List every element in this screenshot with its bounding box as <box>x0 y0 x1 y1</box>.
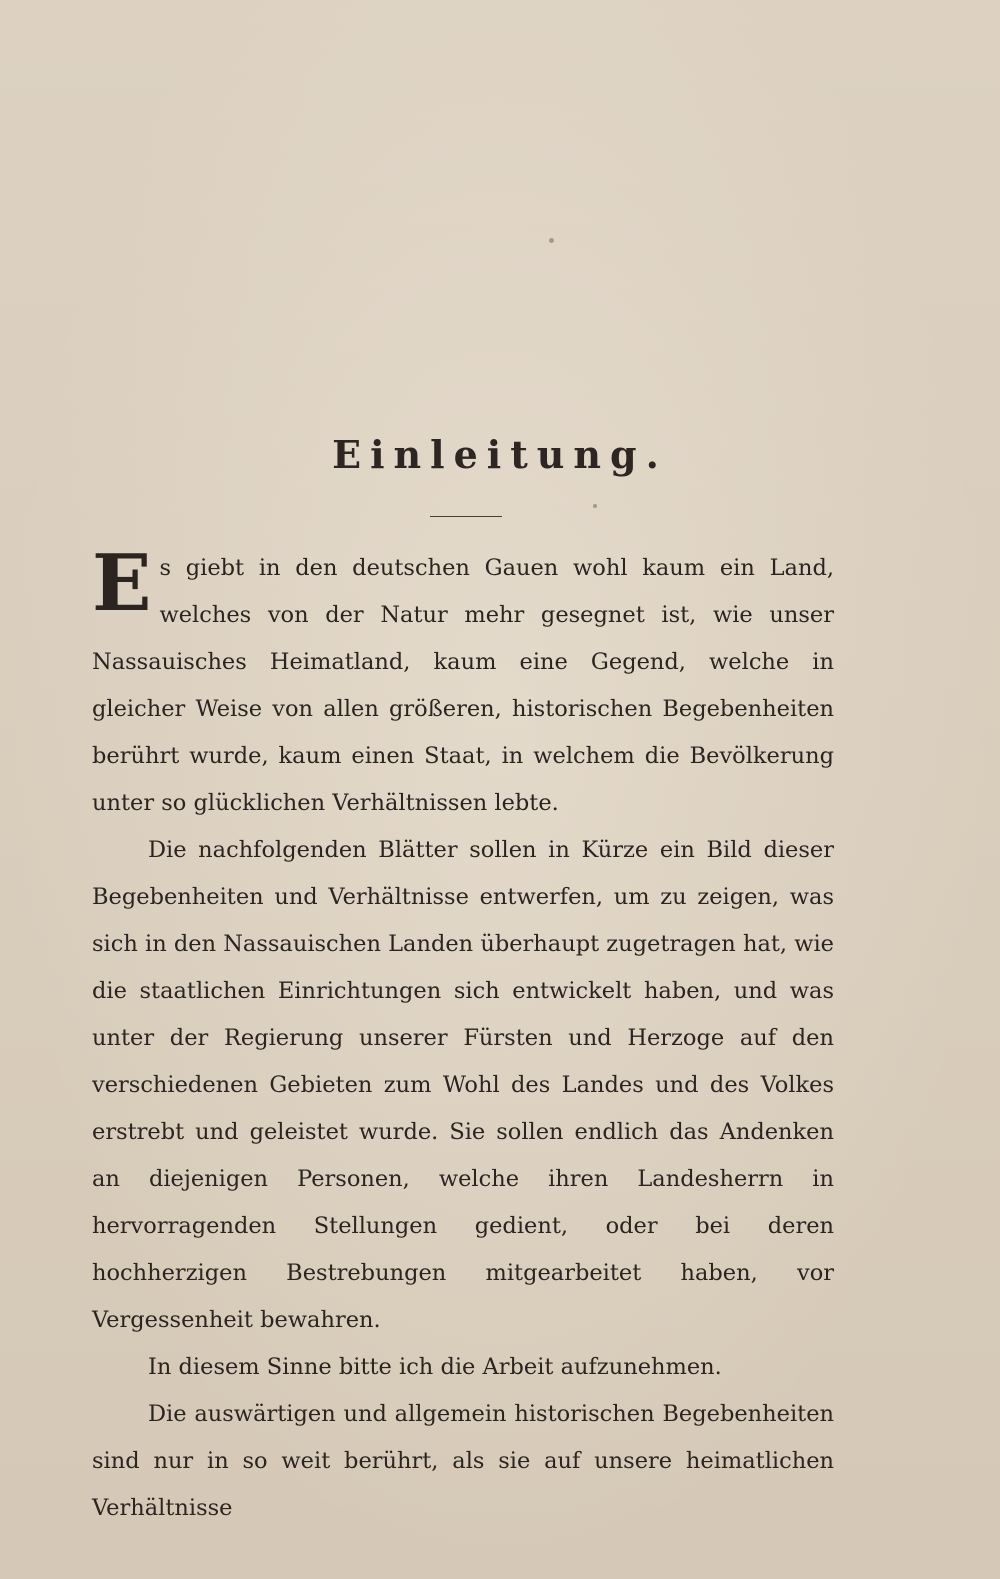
paper-speck <box>593 504 597 508</box>
paper-speck <box>549 238 554 243</box>
chapter-title: Einleitung. <box>332 432 668 477</box>
paragraph-4: Die auswärtigen und allgemein historischen Begebenheiten sind nur in so weit berührt, als sie auf unsere heimatlichen Verhältnisse <box>92 1401 834 1521</box>
paragraph-1 <box>92 538 834 827</box>
paragraph-1-text: s giebt in den deutschen Gauen wohl kaum ein Land, welches von der Natur mehr gesegnet ist, wie unser Nassauisches Heimatland, kaum eine Gegend, welche in gleicher Weise von allen größeren, historischen Begebenheiten berührt wurde, kaum einen Staat, in welchem die Bevölkerung unter so glücklichen Verhältnissen lebte. <box>92 555 834 816</box>
body-text <box>92 538 834 1532</box>
title-divider <box>430 516 502 517</box>
drop-cap: E <box>92 538 152 629</box>
paragraph-2: Die nachfolgenden Blätter sollen in Kürze ein Bild dieser Begebenheiten und Verhältnisse entwerfen, um zu zeigen, was sich in den Nassauischen Landen überhaupt zugetragen hat, wie die staatlichen Einrichtungen sich entwickelt haben, und was unter der Regierung unserer Fürsten und Herzoge auf den verschiedenen Gebieten zum Wohl des Landes und des Volkes erstrebt und geleistet wurde. Sie sollen endlich das Andenken an diejenigen Personen, welche ihren Landesherrn in hervorragenden Stellungen gedient, oder bei deren hochherzigen Bestrebungen mitgearbeitet haben, vor Vergessenheit bewahren. <box>92 837 834 1333</box>
paragraph-3: In diesem Sinne bitte ich die Arbeit aufzunehmen. <box>148 1354 722 1380</box>
